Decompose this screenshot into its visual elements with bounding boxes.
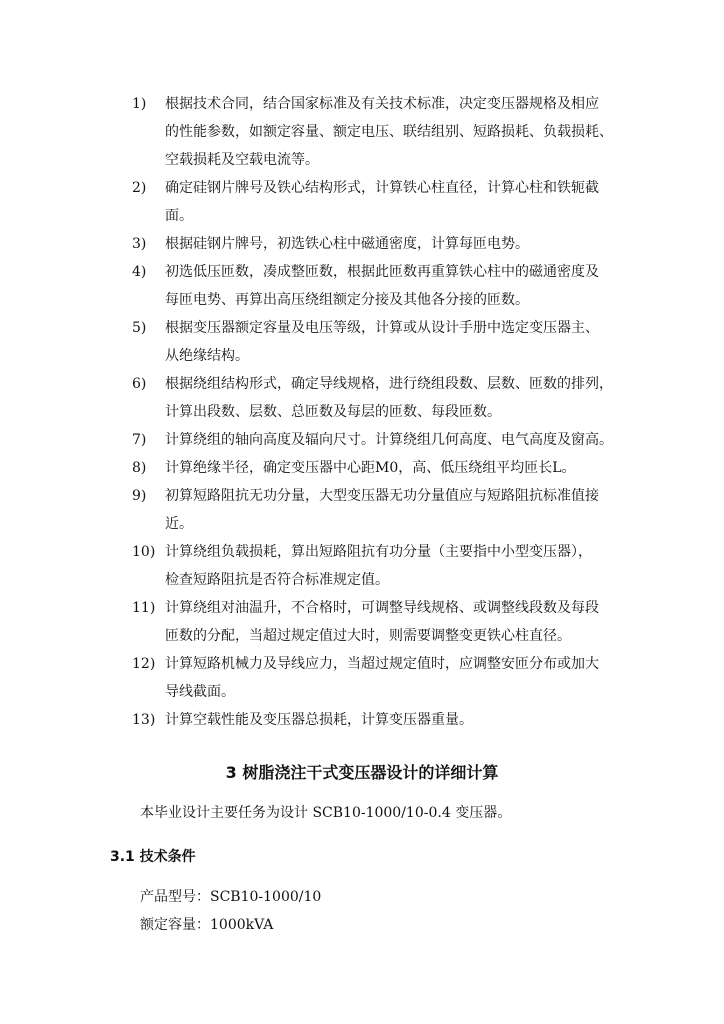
list-item-text: [165, 594, 632, 650]
list-item-text: [165, 426, 632, 454]
list-item-text: [165, 258, 632, 314]
list-item: [132, 454, 632, 482]
list-item-text: [165, 706, 632, 734]
list-item-line: 检查短路阻抗是否符合标准规定值。: [165, 572, 389, 588]
list-item: [132, 230, 632, 258]
list-item: [132, 538, 632, 594]
list-item-text: [165, 314, 632, 370]
list-item-text: [165, 230, 632, 258]
list-item-text: [165, 370, 632, 426]
list-item-number: 7): [132, 432, 147, 448]
list-item-line: 计算空载性能及变压器总损耗，计算变压器重量。: [165, 712, 473, 728]
intro-paragraph: 本毕业设计主要任务为设计 SCB10-1000/10-0.4 变压器。: [140, 805, 512, 821]
list-item-line: 空载损耗及空载电流等。: [165, 152, 319, 168]
list-item-line: 根据技术合同，结合国家标准及有关技术标准，决定变压器规格及相应: [165, 96, 599, 112]
list-item: [132, 90, 632, 174]
list-item-number: 11): [132, 600, 156, 616]
list-item-line: 导线截面。: [165, 684, 235, 700]
list-item-line: 面。: [165, 208, 193, 224]
list-item-line: 确定硅钢片牌号及铁心结构形式，计算铁心柱直径，计算心柱和铁轭截: [165, 180, 599, 196]
list-item-number: 9): [132, 488, 147, 504]
list-item: [132, 370, 632, 426]
list-item-number: 13): [132, 712, 156, 728]
spec-model: 产品型号：SCB10-1000/10: [140, 889, 322, 905]
section-title: 3 树脂浇注干式变压器设计的详细计算: [225, 763, 499, 782]
list-item: [132, 650, 632, 706]
list-item-line: 计算出段数、层数、总匝数及每层的匝数、每段匝数。: [165, 404, 501, 420]
subsection-title: 3.1 技术条件: [110, 849, 196, 865]
list-item-text: [165, 650, 632, 706]
list-item-text: [165, 482, 632, 538]
list-item-number: 12): [132, 656, 156, 672]
list-item-line: 从绝缘结构。: [165, 348, 249, 364]
list-item-text: [165, 174, 632, 230]
list-item: [132, 258, 632, 314]
list-item-text: [165, 454, 632, 482]
list-item-line: 每匝电势、再算出高压绕组额定分接及其他各分接的匝数。: [165, 292, 529, 308]
list-item-line: 近。: [165, 516, 193, 532]
list-item-text: [165, 90, 632, 174]
list-item-line: 初选低压匝数，凑成整匝数，根据此匝数再重算铁心柱中的磁通密度及: [165, 264, 599, 280]
list-item: [132, 174, 632, 230]
list-item-line: 根据硅钢片牌号，初选铁心柱中磁通密度，计算每匝电势。: [165, 236, 529, 252]
list-item-text: [165, 538, 632, 594]
list-item-number: 3): [132, 236, 147, 252]
list-item-line: 初算短路阻抗无功分量，大型变压器无功分量值应与短路阻抗标准值接: [165, 488, 599, 504]
list-item-line: 根据变压器额定容量及电压等级，计算或从设计手册中选定变压器主、: [165, 320, 599, 336]
design-steps-list: [132, 90, 632, 734]
list-item-line: 匝数的分配，当超过规定值过大时，则需要调整变更铁心柱直径。: [165, 628, 571, 644]
list-item-number: 1): [132, 96, 147, 112]
list-item-number: 6): [132, 376, 147, 392]
spec-capacity: 额定容量：1000kVA: [140, 917, 274, 933]
list-item-number: 8): [132, 460, 147, 476]
list-item-number: 5): [132, 320, 147, 336]
list-item-line: 计算短路机械力及导线应力，当超过规定值时，应调整安匝分布或加大: [165, 656, 599, 672]
list-item-number: 2): [132, 180, 147, 196]
list-item-line: 的性能参数，如额定容量、额定电压、联结组别、短路损耗、负载损耗、: [165, 124, 613, 140]
list-item: [132, 426, 632, 454]
list-item-line: 计算绕组对油温升，不合格时，可调整导线规格、或调整线段数及每段: [165, 600, 599, 616]
list-item: [132, 314, 632, 370]
list-item-line: 根据绕组结构形式，确定导线规格，进行绕组段数、层数、匝数的排列，: [165, 376, 613, 392]
list-item: [132, 706, 632, 734]
list-item: [132, 482, 632, 538]
list-item-number: 4): [132, 264, 147, 280]
list-item: [132, 594, 632, 650]
list-item-line: 计算绕组的轴向高度及辐向尺寸。计算绕组几何高度、电气高度及窗高。: [165, 432, 613, 448]
list-item-line: 计算绝缘半径，确定变压器中心距M0，高、低压绕组平均匝长L。: [165, 460, 576, 476]
list-item-line: 计算绕组负载损耗，算出短路阻抗有功分量（主要指中小型变压器），: [165, 544, 592, 560]
list-item-number: 10): [132, 544, 156, 560]
